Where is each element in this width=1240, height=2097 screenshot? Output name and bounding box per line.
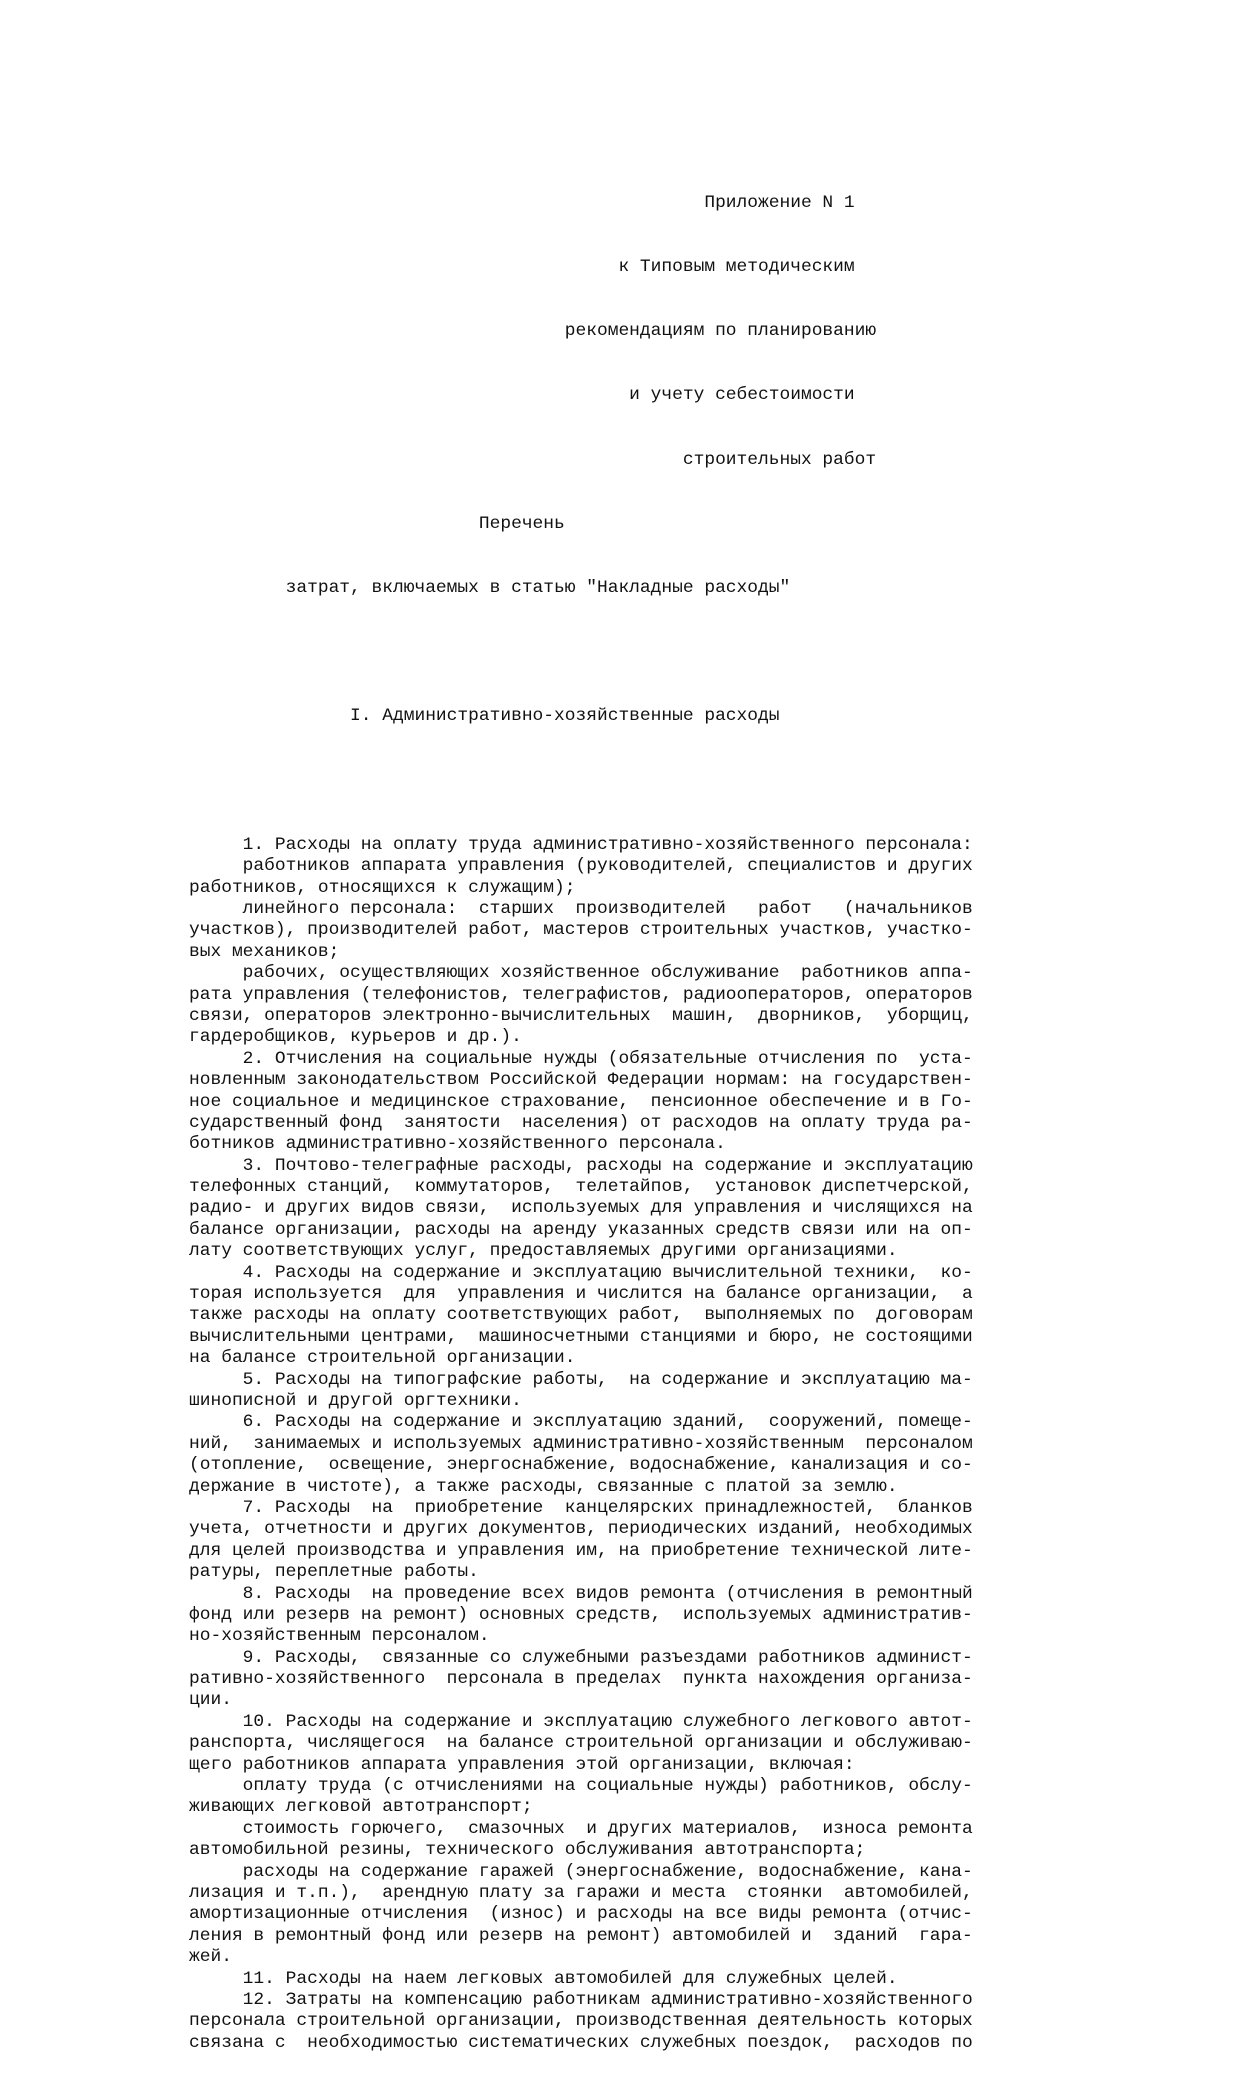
body-line: лизация и т.п.), арендную плату за гаражи и места стоянки автомобилей, — [189, 1882, 973, 1903]
body-line: персонала строительной организации, производственная деятельность которых — [189, 2011, 973, 2032]
appendix-line: рекомендациям по планированию — [189, 321, 877, 342]
list-subtitle: затрат, включаемых в статью "Накладные расходы" — [189, 578, 791, 599]
body-line: участков), производителей работ, мастеров строительных участков, участко- — [189, 920, 973, 941]
body-line: ботников административно-хозяйственного персонала. — [189, 1134, 726, 1155]
appendix-line: и учету себестоимости — [189, 385, 855, 406]
body-line: 1. Расходы на оплату труда административно-хозяйственного персонала: — [189, 834, 973, 855]
body-line: шинописной и другой оргтехники. — [189, 1391, 522, 1411]
body-line: новленным законодательством Российской Федерации нормам: на государствен- — [189, 1070, 973, 1091]
body-line: рата управления (телефонистов, телеграфистов, радиооператоров, операторов — [189, 984, 973, 1005]
body-line: живающих легковой автотранспорт; — [189, 1797, 533, 1818]
body-line: (отопление, освещение, энергоснабжение, водоснабжение, канализация и со- — [189, 1455, 973, 1476]
body-line: 8. Расходы на проведение всех видов ремонта (отчисления в ремонтный — [189, 1583, 973, 1604]
body-line: вычислительными центрами, машиносчетными станциями и бюро, не состоящими — [189, 1326, 973, 1347]
body-line: линейного персонала: старших производителей работ (начальников — [189, 899, 973, 920]
section-heading: I. Административно-хозяйственные расходы — [189, 706, 780, 727]
body-line: ранспорта, числящегося на балансе строительной организации и обслуживаю- — [189, 1733, 973, 1754]
body-line: 6. Расходы на содержание и эксплуатацию зданий, сооружений, помеще- — [189, 1412, 973, 1433]
body-line: автомобильной резины, технического обслуживания автотранспорта; — [189, 1840, 866, 1861]
body-line: ний, занимаемых и используемых административно-хозяйственным персоналом — [189, 1433, 973, 1454]
body-line: торая используется для управления и числится на балансе организации, а — [189, 1284, 973, 1305]
body-line: работников аппарата управления (руководителей, специалистов и других — [189, 856, 973, 877]
body-line: расходы на содержание гаражей (энергоснабжение, водоснабжение, кана- — [189, 1861, 973, 1882]
body-line: ления в ремонтный фонд или резерв на ремонт) автомобилей и зданий гара- — [189, 1925, 973, 1946]
body-line: жей. — [189, 1947, 232, 1968]
body-line: ное социальное и медицинское страхование, пенсионное обеспечение и в Го- — [189, 1091, 973, 1112]
appendix-line: к Типовым методическим — [189, 257, 855, 278]
body-line: стоимость горючего, смазочных и других материалов, износа ремонта — [189, 1818, 973, 1839]
body-line: 9. Расходы, связанные со служебными разъездами работников админист- — [189, 1647, 973, 1668]
body-line: 5. Расходы на типографские работы, на содержание и эксплуатацию ма- — [189, 1369, 973, 1390]
body-line: но-хозяйственным персоналом. — [189, 1626, 490, 1647]
appendix-line: строительных работ — [189, 449, 877, 470]
appendix-line: Приложение N 1 — [189, 192, 855, 213]
body-line: вых механиков; — [189, 941, 340, 962]
body-line: 4. Расходы на содержание и эксплуатацию вычислительной техники, ко- — [189, 1262, 973, 1283]
body-line: фонд или резерв на ремонт) основных средств, используемых административ- — [189, 1604, 973, 1625]
body-text — [189, 835, 1029, 2054]
body-line: 2. Отчисления на социальные нужды (обязательные отчисления по уста- — [189, 1048, 973, 1069]
body-line: связи, операторов электронно-вычислительных машин, дворников, уборщиц, — [189, 1005, 973, 1026]
body-line: держание в чистоте), а также расходы, связанные с платой за землю. — [189, 1476, 898, 1497]
body-line: рабочих, осуществляющих хозяйственное обслуживание работников аппа- — [189, 963, 973, 984]
list-title: Перечень — [189, 513, 565, 534]
body-line: для целей производства и управления им, на приобретение технической лите- — [189, 1540, 973, 1561]
body-line: 12. Затраты на компенсацию работникам административно-хозяйственного — [189, 1989, 973, 2010]
body-line: 3. Почтово-телеграфные расходы, расходы на содержание и эксплуатацию — [189, 1155, 973, 1176]
body-line: 11. Расходы на наем легковых автомобилей для служебных целей. — [189, 1968, 898, 1989]
body-line: ратуры, переплетные работы. — [189, 1562, 479, 1583]
body-line: гардеробщиков, курьеров и др.). — [189, 1027, 522, 1048]
document-text — [189, 150, 1029, 2097]
body-line: щего работников аппарата управления этой организации, включая: — [189, 1754, 855, 1775]
body-line: работников, относящихся к служащим); — [189, 877, 576, 898]
body-line: лату соответствующих услуг, предоставляемых другими организациями. — [189, 1241, 898, 1262]
body-line: 10. Расходы на содержание и эксплуатацию служебного легкового автот- — [189, 1711, 973, 1732]
body-line: ративно-хозяйственного персонала в пределах пункта нахождения организа- — [189, 1669, 973, 1690]
body-line: 7. Расходы на приобретение канцелярских принадлежностей, бланков — [189, 1497, 973, 1518]
body-line: связана с необходимостью систематических служебных поездок, расходов по — [189, 2032, 973, 2053]
body-line: радио- и других видов связи, используемых для управления и числящихся на — [189, 1198, 973, 1219]
body-line: оплату труда (с отчислениями на социальные нужды) работников, обслу- — [189, 1776, 973, 1797]
blank-line — [189, 642, 1029, 663]
blank-line — [189, 771, 1029, 792]
body-line: телефонных станций, коммутаторов, телетайпов, установок диспетчерской, — [189, 1177, 973, 1198]
body-line: на балансе строительной организации. — [189, 1348, 576, 1369]
body-line: учета, отчетности и других документов, периодических изданий, необходимых — [189, 1519, 973, 1540]
body-line: также расходы на оплату соответствующих работ, выполняемых по договорам — [189, 1305, 973, 1326]
body-line: балансе организации, расходы на аренду указанных средств связи или на оп- — [189, 1219, 973, 1240]
body-line: сударственный фонд занятости населения) от расходов на оплату труда ра- — [189, 1112, 973, 1133]
body-line: ции. — [189, 1690, 232, 1711]
body-line: амортизационные отчисления (износ) и расходы на все виды ремонта (отчис- — [189, 1904, 973, 1925]
